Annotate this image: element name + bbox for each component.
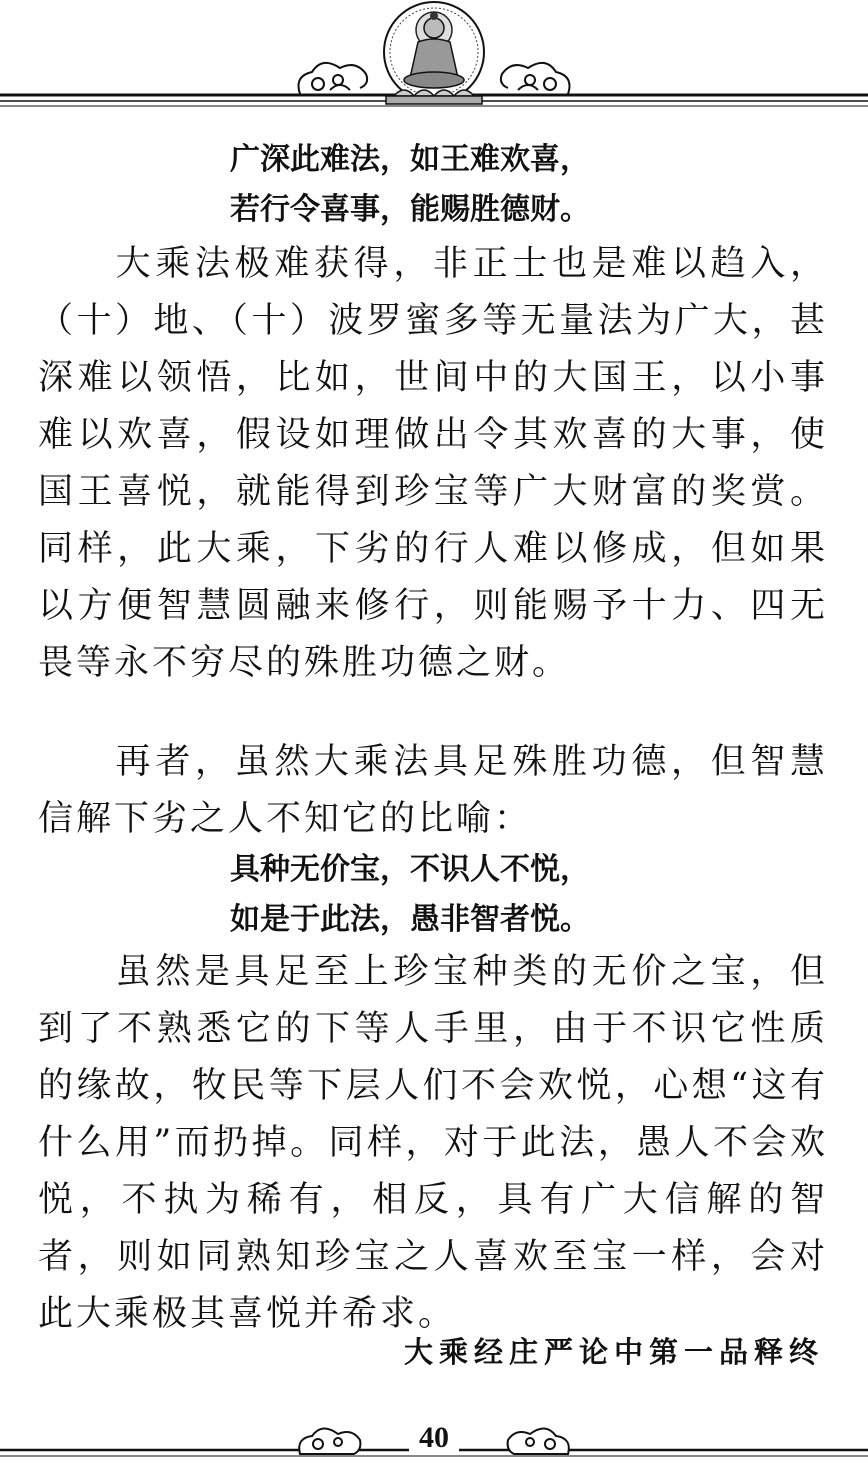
paragraph-text: 虽然是具足至上珍宝种类的无价之宝，但到了不熟悉它的下等人手里，由于不识它性质的缘故，牧民等下层人们不会欢悦，心想“这有什么用”而扔掉。同样，对于此法，愚人不会欢悦，不执为稀有，相反，具有广大信解的智者，则如同熟知珍宝之人喜欢至宝一样，会对此大乘极其喜悦并希求。: [38, 952, 828, 1334]
verse-line: 具种无价宝，不识人不悦，: [230, 852, 590, 887]
commentary-paragraph-2: [38, 734, 828, 848]
commentary-paragraph-3: [38, 944, 828, 1343]
paragraph-text: 大乘法极难获得，非正士也是难以趋入，（十）地、（十）波罗蜜多等无量法为广大，甚深难以领悟，比如，世间中的大国王，以小事难以欢喜，假设如理做出令其欢喜的大事，使国王喜悦，就能得到珍宝等广大财富的奖赏。同样，此大乘，下劣的行人难以修成，但如果以方便智慧圆融来修行，则能赐予十力、四无畏等永不穷尽的殊胜功德之财。: [38, 244, 828, 683]
page-number: [0, 1421, 868, 1455]
verse-block-2: [0, 845, 868, 945]
cloud-scroll-left-icon: [299, 63, 368, 94]
verse-line: 广深此难法，如王难欢喜，: [230, 142, 590, 177]
page-header-ornament: [0, 0, 868, 120]
commentary-paragraph-1: [38, 236, 828, 692]
verse-line: 如是于此法，愚非智者悦。: [230, 902, 590, 937]
paragraph-text: 再者，虽然大乘法具足殊胜功德，但智慧信解下劣之人不知它的比喻：: [38, 742, 828, 839]
chapter-closing-line: 大乘经庄严论中第一品释终: [403, 1335, 824, 1369]
verse-line: 若行令喜事，能赐胜德财。: [230, 192, 590, 227]
seated-buddha-icon: [384, 2, 484, 104]
cloud-scroll-right-icon: [501, 63, 570, 94]
verse-block-1: [0, 135, 868, 235]
page-number-text: 40: [409, 1421, 459, 1454]
